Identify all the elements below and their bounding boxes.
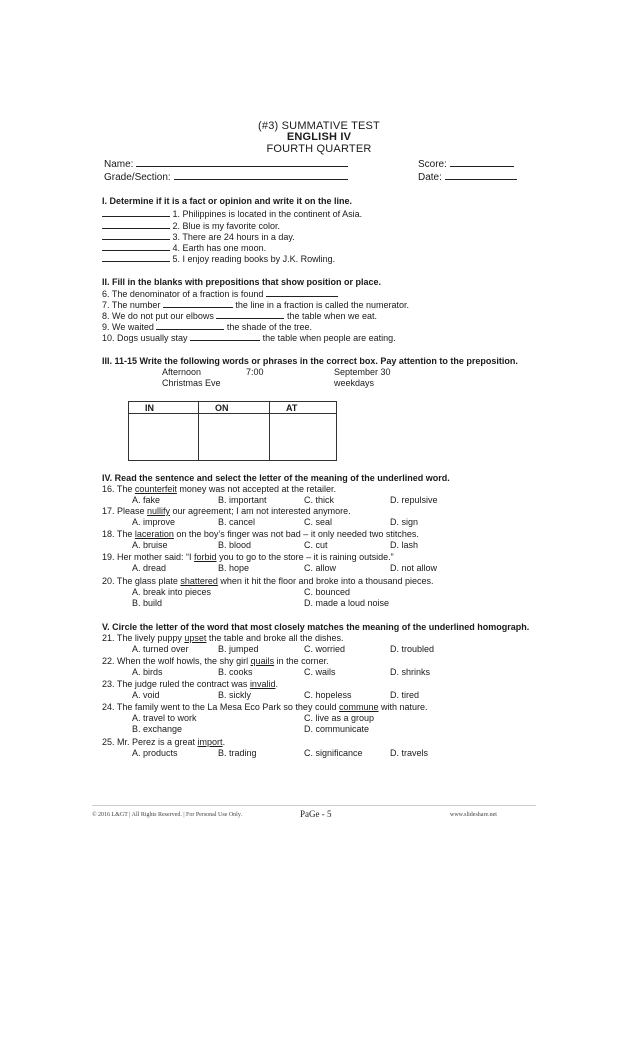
question-text: the table and broke all the dishes. [206, 633, 344, 643]
option-d[interactable]: D. communicate [304, 724, 370, 734]
option-a[interactable]: A. turned over [132, 644, 189, 654]
answer-blank[interactable] [266, 288, 338, 297]
column-on: ON [199, 402, 270, 414]
option-b[interactable]: B. cancel [218, 517, 256, 527]
option-c[interactable]: C. seal [304, 517, 333, 527]
option-d[interactable]: D. travels [390, 748, 429, 758]
option-c[interactable]: C. live as a group [304, 713, 375, 723]
question-text: 6. The denominator of a fraction is found [102, 289, 264, 299]
section-3-title: III. 11-15 Write the following words or phrases in the correct box. Pay attention to the preposition. [102, 356, 518, 366]
option-a[interactable]: A. fake [132, 495, 161, 505]
option-a[interactable]: A. bruise [132, 540, 168, 550]
underlined-word: upset [184, 633, 207, 643]
score-blank[interactable] [450, 158, 514, 167]
column-in: IN [129, 402, 199, 414]
question-19 [102, 552, 394, 563]
answer-blank[interactable] [163, 299, 233, 308]
question-text: 17. Please [102, 506, 148, 516]
score-label: Score: [418, 159, 447, 170]
option-c[interactable]: C. wails [304, 667, 336, 677]
item-text: 3. There are 24 hours in a day. [172, 232, 295, 242]
underlined-word: invalid [249, 679, 276, 689]
cell-in[interactable] [129, 414, 199, 461]
question-text: money was not accepted at the retailer. [176, 484, 336, 494]
word-september-30: September 30 [334, 367, 391, 377]
question-text: 19. Her mother said: “I [102, 552, 195, 562]
underlined-word: laceration [134, 529, 174, 539]
option-d[interactable]: D. tired [390, 690, 420, 700]
question-21 [102, 633, 344, 644]
option-c[interactable]: C. worried [304, 644, 346, 654]
option-b[interactable]: B. cooks [218, 667, 253, 677]
answer-blank[interactable] [102, 220, 170, 229]
grade-section-field[interactable] [104, 171, 348, 183]
option-a[interactable]: A. break into pieces [132, 587, 212, 597]
cell-at[interactable] [270, 414, 337, 461]
option-d[interactable]: D. repulsive [390, 495, 438, 505]
underlined-word: forbid [194, 552, 217, 562]
date-label: Date: [418, 172, 442, 183]
option-b[interactable]: B. build [132, 598, 163, 608]
question-text: you to go to the store – it is raining outside.” [216, 552, 394, 562]
question-16 [102, 484, 336, 495]
question-text: 18. The [102, 529, 135, 539]
grade-section-label: Grade/Section: [104, 172, 171, 183]
option-a[interactable]: A. products [132, 748, 178, 758]
underlined-word: shattered [180, 576, 218, 586]
answer-blank[interactable] [102, 231, 170, 240]
option-b[interactable]: B. exchange [132, 724, 183, 734]
option-b[interactable]: B. blood [218, 540, 252, 550]
answer-blank[interactable] [156, 321, 224, 330]
question-18 [102, 529, 419, 540]
question-text: 23. The judge ruled the contract was [102, 679, 250, 689]
footer-divider [92, 805, 536, 806]
option-d[interactable]: D. sign [390, 517, 419, 527]
answer-blank[interactable] [190, 332, 260, 341]
question-24 [102, 702, 428, 713]
question-text: when it hit the floor and broke into a thousand pieces. [217, 576, 434, 586]
item-text: 5. I enjoy reading books by J.K. Rowling. [172, 254, 336, 264]
question-23 [102, 679, 278, 690]
list-item [102, 208, 362, 220]
word-christmas-eve: Christmas Eve [162, 378, 221, 388]
answer-blank[interactable] [102, 242, 170, 251]
option-a[interactable]: A. travel to work [132, 713, 197, 723]
option-d[interactable]: D. shrinks [390, 667, 431, 677]
question-text: the line in a fraction is called the numerator. [235, 300, 410, 310]
date-field[interactable] [418, 171, 517, 183]
question-text: 25. Mr. Perez is a great [102, 737, 198, 747]
option-c[interactable]: C. thick [304, 495, 335, 505]
underlined-word: import [197, 737, 223, 747]
question-text: 8. We do not put our elbows [102, 311, 214, 321]
option-b[interactable]: B. hope [218, 563, 250, 573]
option-b[interactable]: B. trading [218, 748, 257, 758]
option-d[interactable]: D. troubled [390, 644, 435, 654]
section-2-title: II. Fill in the blanks with prepositions that show position or place. [102, 277, 382, 287]
name-label: Name: [104, 159, 134, 170]
option-c[interactable]: C. cut [304, 540, 328, 550]
score-field[interactable] [418, 158, 514, 170]
underlined-word: commune [338, 702, 379, 712]
section-4-title: IV. Read the sentence and select the letter of the meaning of the underlined word. [102, 473, 450, 483]
question-text: 10. Dogs usually stay [102, 333, 188, 343]
option-b[interactable]: B. important [218, 495, 267, 505]
option-a[interactable]: A. birds [132, 667, 163, 677]
question-text: in the corner. [274, 656, 329, 666]
question-text: 24. The family went to the La Mesa Eco Park so they could [102, 702, 339, 712]
question-text: 21. The lively puppy [102, 633, 185, 643]
name-blank[interactable] [136, 158, 348, 167]
grade-section-blank[interactable] [174, 171, 348, 180]
question-text: our agreement; I am not interested anymore. [170, 506, 351, 516]
question-text: on the boy’s finger was not bad – it only needed two stitches. [173, 529, 419, 539]
answer-blank[interactable] [102, 253, 170, 262]
section-1-title: I. Determine if it is a fact or opinion and write it on the line. [102, 196, 353, 206]
question-text: . [275, 679, 278, 689]
question-text: the table when we eat. [286, 311, 377, 321]
test-number: (#3) SUMMATIVE TEST [258, 120, 380, 132]
option-d[interactable]: D. made a loud noise [304, 598, 390, 608]
date-blank[interactable] [445, 171, 517, 180]
question-10 [102, 332, 396, 344]
cell-on[interactable] [199, 414, 270, 461]
option-a[interactable]: A. improve [132, 517, 176, 527]
option-b[interactable]: B. jumped [218, 644, 259, 654]
question-text: the shade of the tree. [226, 322, 312, 332]
page-number: PaGe - 5 [300, 809, 332, 819]
item-text: 2. Blue is my favorite color. [172, 221, 281, 231]
option-c[interactable]: C. significance [304, 748, 363, 758]
option-c[interactable]: C. allow [304, 563, 337, 573]
question-text: with nature. [378, 702, 428, 712]
option-c[interactable]: C. bounced [304, 587, 351, 597]
quarter-title: FOURTH QUARTER [266, 143, 372, 155]
list-item [102, 253, 335, 265]
question-text: 16. The [102, 484, 135, 494]
word-7-00: 7:00 [246, 367, 264, 377]
option-d[interactable]: D. lash [390, 540, 419, 550]
section-5-title: V. Circle the letter of the word that most closely matches the meaning of the underlined homograph. [102, 622, 530, 632]
question-25 [102, 737, 225, 748]
question-22 [102, 656, 329, 667]
footer-source: www.slideshare.net [450, 812, 497, 818]
question-text: 20. The glass plate [102, 576, 181, 586]
question-text: . [222, 737, 226, 747]
question-text: 22. When the wolf howls, the shy girl [102, 656, 251, 666]
question-17 [102, 506, 351, 517]
question-text: 7. The number [102, 300, 161, 310]
question-text: the table when people are eating. [262, 333, 396, 343]
option-a[interactable]: A. void [132, 690, 160, 700]
answer-blank[interactable] [216, 310, 284, 319]
underlined-word: counterfeit [134, 484, 177, 494]
word-afternoon: Afternoon [162, 367, 202, 377]
column-at: AT [270, 402, 337, 414]
underlined-word: nullify [147, 506, 171, 516]
answer-blank[interactable] [102, 208, 170, 217]
subject-title: ENGLISH IV [286, 131, 352, 143]
option-c[interactable]: C. hopeless [304, 690, 352, 700]
word-weekdays: weekdays [334, 378, 375, 388]
option-a[interactable]: A. dread [132, 563, 167, 573]
preposition-table [128, 401, 337, 461]
name-field[interactable] [104, 158, 348, 170]
underlined-word: quails [250, 656, 275, 666]
footer-copyright: © 2016 L&GT | All Rights Reserved. | For Personal Use Only. [92, 812, 242, 818]
option-d[interactable]: D. not allow [390, 563, 438, 573]
question-text: 9. We waited [102, 322, 154, 332]
item-text: 1. Philippines is located in the continent of Asia. [172, 209, 363, 219]
option-b[interactable]: B. sickly [218, 690, 252, 700]
item-text: 4. Earth has one moon. [172, 243, 267, 253]
question-20 [102, 576, 434, 587]
